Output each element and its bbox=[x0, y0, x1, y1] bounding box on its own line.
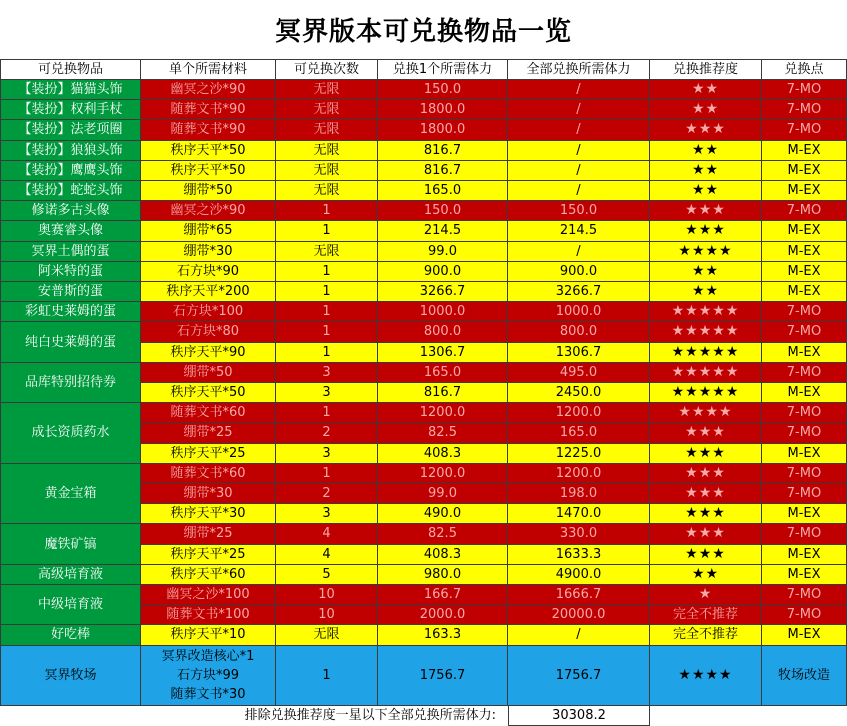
recommend-cell: 完全不推荐 bbox=[650, 625, 762, 645]
times-cell: 1 bbox=[276, 302, 378, 322]
material-cell: 绷带*30 bbox=[141, 484, 276, 504]
point-cell: 7-MO bbox=[762, 605, 847, 625]
page-title: 冥界版本可兑换物品一览 bbox=[274, 17, 572, 47]
stamina-total-cell: / bbox=[508, 181, 650, 201]
stamina-per-cell: 1000.0 bbox=[378, 302, 508, 322]
stamina-per-cell: 3266.7 bbox=[378, 282, 508, 302]
item-name-cell: 好吃棒 bbox=[0, 625, 141, 645]
recommend-cell: ★★★ bbox=[650, 201, 762, 221]
point-cell: 7-MO bbox=[762, 484, 847, 504]
recommend-cell: ★★★ bbox=[650, 545, 762, 565]
recommend-cell: ★★★★★ bbox=[650, 322, 762, 342]
stamina-total-cell: 4900.0 bbox=[508, 565, 650, 585]
stamina-total-cell: 1000.0 bbox=[508, 302, 650, 322]
material-cell: 秩序天平*10 bbox=[141, 625, 276, 645]
stamina-total-cell: 165.0 bbox=[508, 423, 650, 443]
material-cell: 随葬文书*60 bbox=[141, 464, 276, 484]
header-stamina-per: 兑换1个所需体力 bbox=[378, 59, 508, 80]
material-cell: 秩序天平*25 bbox=[141, 545, 276, 565]
times-cell: 1 bbox=[276, 403, 378, 423]
stamina-per-cell: 1200.0 bbox=[378, 403, 508, 423]
material-cell: 秩序天平*50 bbox=[141, 141, 276, 161]
material-cell: 石方块*80 bbox=[141, 322, 276, 342]
stamina-total-cell: / bbox=[508, 625, 650, 645]
stamina-total-cell: 1470.0 bbox=[508, 504, 650, 524]
times-cell: 无限 bbox=[276, 242, 378, 262]
stamina-total-cell: / bbox=[508, 161, 650, 181]
times-cell: 无限 bbox=[276, 80, 378, 100]
stamina-total-cell: 2450.0 bbox=[508, 383, 650, 403]
stamina-per-cell: 816.7 bbox=[378, 383, 508, 403]
recommend-cell: ★★ bbox=[650, 565, 762, 585]
times-cell: 10 bbox=[276, 585, 378, 605]
point-cell: 牧场改造 bbox=[762, 646, 847, 706]
item-name-cell: 成长资质药水 bbox=[0, 403, 141, 464]
stamina-per-cell: 99.0 bbox=[378, 242, 508, 262]
times-cell: 5 bbox=[276, 565, 378, 585]
material-cell: 随葬文书*100 bbox=[141, 605, 276, 625]
recommend-cell: ★★ bbox=[650, 100, 762, 120]
point-cell: M-EX bbox=[762, 282, 847, 302]
times-cell: 无限 bbox=[276, 141, 378, 161]
recommend-cell: ★★★ bbox=[650, 464, 762, 484]
material-cell: 秩序天平*50 bbox=[141, 383, 276, 403]
material-cell: 石方块*100 bbox=[141, 302, 276, 322]
material-cell: 绷带*25 bbox=[141, 524, 276, 544]
times-cell: 1 bbox=[276, 282, 378, 302]
header-material: 单个所需材料 bbox=[141, 59, 276, 80]
times-cell: 3 bbox=[276, 383, 378, 403]
recommend-cell: ★★★★★ bbox=[650, 363, 762, 383]
point-cell: M-EX bbox=[762, 383, 847, 403]
recommend-cell: ★★★ bbox=[650, 524, 762, 544]
stamina-total-cell: / bbox=[508, 141, 650, 161]
item-name-cell: 彩虹史莱姆的蛋 bbox=[0, 302, 141, 322]
stamina-total-cell: 3266.7 bbox=[508, 282, 650, 302]
point-cell: 7-MO bbox=[762, 585, 847, 605]
item-name-cell: 高级培育液 bbox=[0, 565, 141, 585]
header-times: 可兑换次数 bbox=[276, 59, 378, 80]
stamina-per-cell: 1306.7 bbox=[378, 343, 508, 363]
times-cell: 1 bbox=[276, 201, 378, 221]
item-name-cell: 【装扮】狼狼头饰 bbox=[0, 141, 141, 161]
point-cell: M-EX bbox=[762, 161, 847, 181]
times-cell: 1 bbox=[276, 322, 378, 342]
times-cell: 2 bbox=[276, 423, 378, 443]
header-point: 兑换点 bbox=[762, 59, 847, 80]
recommend-cell: ★★ bbox=[650, 282, 762, 302]
material-cell: 石方块*90 bbox=[141, 262, 276, 282]
material-cell: 绷带*50 bbox=[141, 363, 276, 383]
point-cell: 7-MO bbox=[762, 120, 847, 140]
material-cell: 绷带*50 bbox=[141, 181, 276, 201]
times-cell: 无限 bbox=[276, 161, 378, 181]
item-name-cell: 修诺多古头像 bbox=[0, 201, 141, 221]
item-name-cell: 安普斯的蛋 bbox=[0, 282, 141, 302]
times-cell: 10 bbox=[276, 605, 378, 625]
stamina-total-cell: 800.0 bbox=[508, 322, 650, 342]
point-cell: M-EX bbox=[762, 141, 847, 161]
stamina-total-cell: / bbox=[508, 80, 650, 100]
material-cell bbox=[141, 646, 276, 706]
point-cell: 7-MO bbox=[762, 363, 847, 383]
material-cell: 秩序天平*60 bbox=[141, 565, 276, 585]
item-name-cell: 冥界土偶的蛋 bbox=[0, 242, 141, 262]
stamina-per-cell: 163.3 bbox=[378, 625, 508, 645]
stamina-total-cell: / bbox=[508, 100, 650, 120]
material-line: 石方块*99 bbox=[176, 667, 240, 683]
point-cell: M-EX bbox=[762, 625, 847, 645]
recommend-cell: ★★★★★ bbox=[650, 383, 762, 403]
times-cell: 1 bbox=[276, 343, 378, 363]
item-name-cell: 品库特别招待券 bbox=[0, 363, 141, 403]
times-cell: 3 bbox=[276, 444, 378, 464]
stamina-per-cell: 166.7 bbox=[378, 585, 508, 605]
stamina-per-cell: 1756.7 bbox=[378, 646, 508, 706]
stamina-total-cell: 1306.7 bbox=[508, 343, 650, 363]
point-cell: 7-MO bbox=[762, 403, 847, 423]
times-cell: 1 bbox=[276, 646, 378, 706]
times-cell: 4 bbox=[276, 545, 378, 565]
stamina-per-cell: 1800.0 bbox=[378, 120, 508, 140]
item-name-cell: 【装扮】蛇蛇头饰 bbox=[0, 181, 141, 201]
recommend-cell: ★★★ bbox=[650, 221, 762, 241]
stamina-per-cell: 2000.0 bbox=[378, 605, 508, 625]
item-name-cell: 纯白史莱姆的蛋 bbox=[0, 322, 141, 362]
stamina-per-cell: 800.0 bbox=[378, 322, 508, 342]
times-cell: 1 bbox=[276, 262, 378, 282]
times-cell: 无限 bbox=[276, 100, 378, 120]
point-cell: M-EX bbox=[762, 181, 847, 201]
item-name-cell: 奥赛睿头像 bbox=[0, 221, 141, 241]
stamina-per-cell: 82.5 bbox=[378, 524, 508, 544]
item-name-cell: 中级培育液 bbox=[0, 585, 141, 625]
point-cell: M-EX bbox=[762, 343, 847, 363]
times-cell: 无限 bbox=[276, 625, 378, 645]
stamina-per-cell: 150.0 bbox=[378, 201, 508, 221]
point-cell: 7-MO bbox=[762, 302, 847, 322]
item-name-cell: 魔铁矿镐 bbox=[0, 524, 141, 564]
item-name-cell: 【装扮】法老项圈 bbox=[0, 120, 141, 140]
stamina-per-cell: 214.5 bbox=[378, 221, 508, 241]
stamina-total-cell: 150.0 bbox=[508, 201, 650, 221]
point-cell: M-EX bbox=[762, 262, 847, 282]
times-cell: 1 bbox=[276, 221, 378, 241]
material-cell: 秩序天平*30 bbox=[141, 504, 276, 524]
point-cell: 7-MO bbox=[762, 322, 847, 342]
stamina-per-cell: 490.0 bbox=[378, 504, 508, 524]
stamina-per-cell: 99.0 bbox=[378, 484, 508, 504]
recommend-cell: ★★★ bbox=[650, 120, 762, 140]
recommend-cell: ★★★ bbox=[650, 484, 762, 504]
material-line: 冥界改造核心*1 bbox=[161, 648, 255, 664]
point-cell: 7-MO bbox=[762, 80, 847, 100]
material-cell: 幽冥之沙*90 bbox=[141, 201, 276, 221]
stamina-total-cell: 1225.0 bbox=[508, 444, 650, 464]
material-cell: 秩序天平*25 bbox=[141, 444, 276, 464]
header-stamina-total: 全部兑换所需体力 bbox=[508, 59, 650, 80]
stamina-total-cell: 1756.7 bbox=[508, 646, 650, 706]
stamina-total-cell: 214.5 bbox=[508, 221, 650, 241]
stamina-total-cell: / bbox=[508, 120, 650, 140]
material-cell: 绷带*65 bbox=[141, 221, 276, 241]
recommend-cell: ★★★ bbox=[650, 423, 762, 443]
material-cell: 秩序天平*90 bbox=[141, 343, 276, 363]
point-cell: M-EX bbox=[762, 242, 847, 262]
stamina-per-cell: 816.7 bbox=[378, 141, 508, 161]
point-cell: 7-MO bbox=[762, 201, 847, 221]
point-cell: 7-MO bbox=[762, 524, 847, 544]
stamina-per-cell: 165.0 bbox=[378, 181, 508, 201]
recommend-cell: ★★ bbox=[650, 141, 762, 161]
material-cell: 随葬文书*90 bbox=[141, 120, 276, 140]
stamina-per-cell: 408.3 bbox=[378, 444, 508, 464]
header-recommend: 兑换推荐度 bbox=[650, 59, 762, 80]
stamina-per-cell: 1200.0 bbox=[378, 464, 508, 484]
stamina-total-cell: 20000.0 bbox=[508, 605, 650, 625]
stamina-per-cell: 900.0 bbox=[378, 262, 508, 282]
material-cell: 绷带*30 bbox=[141, 242, 276, 262]
times-cell: 3 bbox=[276, 363, 378, 383]
times-cell: 无限 bbox=[276, 181, 378, 201]
times-cell: 无限 bbox=[276, 120, 378, 140]
material-cell: 幽冥之沙*100 bbox=[141, 585, 276, 605]
times-cell: 2 bbox=[276, 484, 378, 504]
stamina-total-cell: 900.0 bbox=[508, 262, 650, 282]
recommend-cell: ★★★★★ bbox=[650, 343, 762, 363]
stamina-per-cell: 1800.0 bbox=[378, 100, 508, 120]
recommend-cell: ★ bbox=[650, 585, 762, 605]
material-cell: 随葬文书*60 bbox=[141, 403, 276, 423]
point-cell: 7-MO bbox=[762, 464, 847, 484]
stamina-total-cell: 198.0 bbox=[508, 484, 650, 504]
stamina-per-cell: 165.0 bbox=[378, 363, 508, 383]
recommend-cell: ★★★★ bbox=[650, 403, 762, 423]
stamina-per-cell: 816.7 bbox=[378, 161, 508, 181]
item-name-cell: 冥界牧场 bbox=[0, 646, 141, 706]
recommend-cell: ★★ bbox=[650, 181, 762, 201]
material-cell: 幽冥之沙*90 bbox=[141, 80, 276, 100]
item-name-cell: 【装扮】权利手杖 bbox=[0, 100, 141, 120]
recommend-cell: ★★★★★ bbox=[650, 302, 762, 322]
recommend-cell: ★★★ bbox=[650, 444, 762, 464]
stamina-per-cell: 408.3 bbox=[378, 545, 508, 565]
point-cell: M-EX bbox=[762, 221, 847, 241]
times-cell: 3 bbox=[276, 504, 378, 524]
item-name-cell: 【装扮】鹰鹰头饰 bbox=[0, 161, 141, 181]
stamina-total-cell: 1200.0 bbox=[508, 403, 650, 423]
point-cell: M-EX bbox=[762, 545, 847, 565]
recommend-cell: 完全不推荐 bbox=[650, 605, 762, 625]
footer-label: 排除兑换推荐度一星以下全部兑换所需体力: bbox=[244, 708, 496, 724]
stamina-total-cell: 1633.3 bbox=[508, 545, 650, 565]
stamina-total-cell: 495.0 bbox=[508, 363, 650, 383]
recommend-cell: ★★ bbox=[650, 262, 762, 282]
point-cell: M-EX bbox=[762, 444, 847, 464]
stamina-per-cell: 980.0 bbox=[378, 565, 508, 585]
material-cell: 秩序天平*200 bbox=[141, 282, 276, 302]
times-cell: 4 bbox=[276, 524, 378, 544]
stamina-total-cell: 1666.7 bbox=[508, 585, 650, 605]
recommend-cell: ★★★★ bbox=[650, 242, 762, 262]
recommend-cell: ★★ bbox=[650, 161, 762, 181]
item-name-cell: 黄金宝箱 bbox=[0, 464, 141, 525]
point-cell: 7-MO bbox=[762, 423, 847, 443]
point-cell: 7-MO bbox=[762, 100, 847, 120]
material-cell: 秩序天平*50 bbox=[141, 161, 276, 181]
times-cell: 1 bbox=[276, 464, 378, 484]
recommend-cell: ★★ bbox=[650, 80, 762, 100]
recommend-cell: ★★★ bbox=[650, 504, 762, 524]
material-cell: 绷带*25 bbox=[141, 423, 276, 443]
stamina-total-cell: 330.0 bbox=[508, 524, 650, 544]
recommend-cell: ★★★★ bbox=[650, 646, 762, 706]
material-cell: 随葬文书*90 bbox=[141, 100, 276, 120]
item-name-cell: 【装扮】猫猫头饰 bbox=[0, 80, 141, 100]
stamina-total-cell: / bbox=[508, 242, 650, 262]
point-cell: M-EX bbox=[762, 565, 847, 585]
point-cell: M-EX bbox=[762, 504, 847, 524]
stamina-per-cell: 82.5 bbox=[378, 423, 508, 443]
material-line: 随葬文书*30 bbox=[170, 686, 246, 702]
footer-total-value: 30308.2 bbox=[508, 706, 650, 726]
stamina-total-cell: 1200.0 bbox=[508, 464, 650, 484]
item-name-cell: 阿米特的蛋 bbox=[0, 262, 141, 282]
stamina-per-cell: 150.0 bbox=[378, 80, 508, 100]
header-item: 可兑换物品 bbox=[0, 59, 141, 80]
